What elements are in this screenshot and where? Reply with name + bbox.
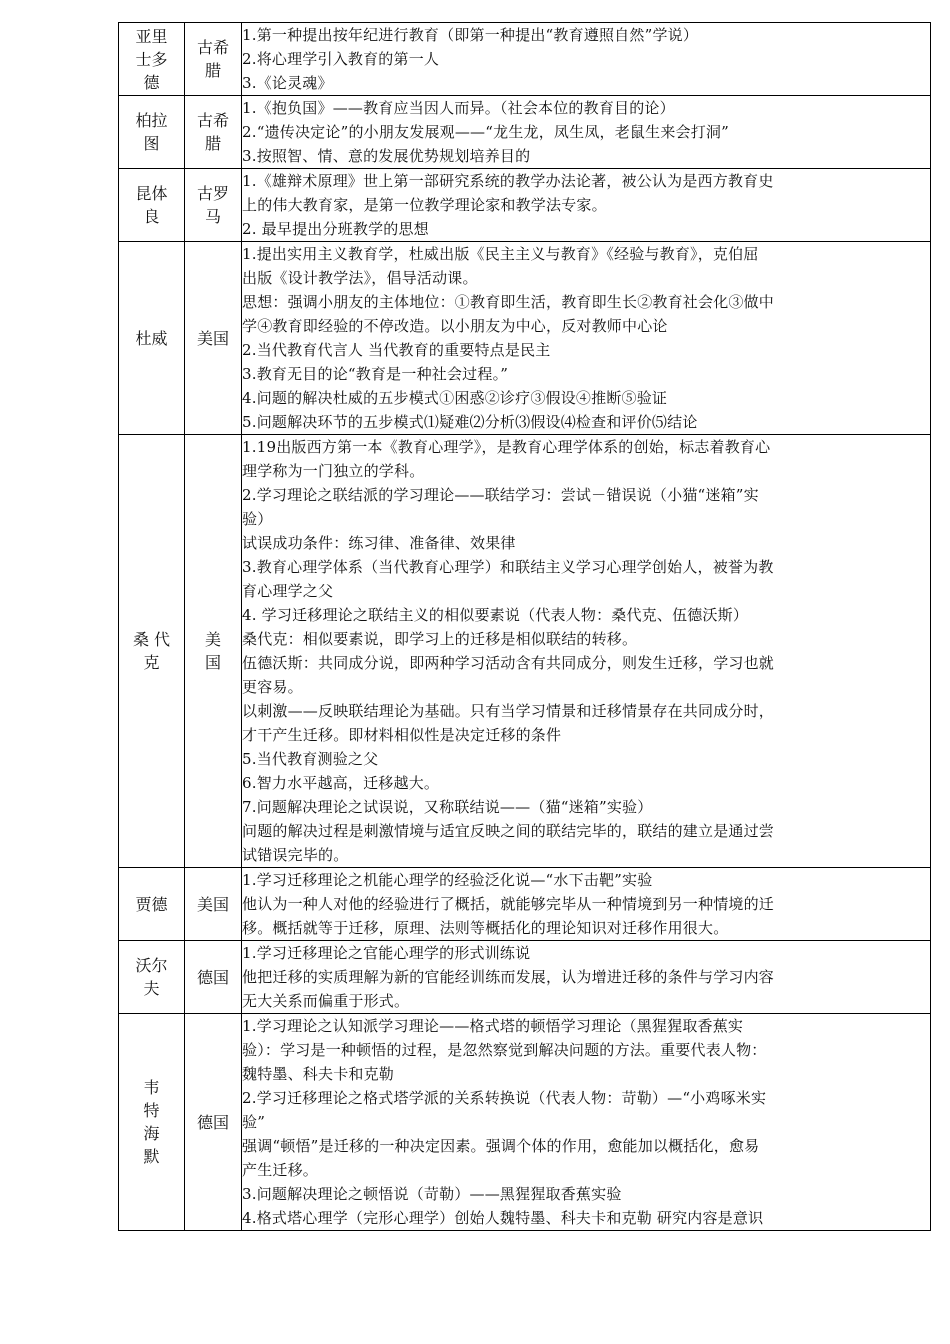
description-line: 1.第一种提出按年纪进行教育（即第一种提出“教育遵照自然”学说） (242, 26, 699, 44)
description-line: 6.智力水平越高，迁移越大。 (242, 774, 440, 792)
description-line: 1.学习迁移理论之官能心理学的形式训练说 (242, 944, 531, 962)
educator-country: 德国 (185, 941, 242, 1014)
table-row (119, 1014, 931, 1231)
educator-name: 杜威 (119, 242, 185, 435)
description-line: 1.学习理论之认知派学习理论——格式塔的顿悟学习理论（黑猩猩取香蕉实 (242, 1017, 744, 1035)
description-line: 4. 学习迁移理论之联结主义的相似要素说（代表人物：桑代克、伍德沃斯） (242, 606, 749, 624)
educators-table (118, 22, 931, 1231)
description-line: 伍德沃斯：共同成分说，即两种学习活动含有共同成分，则发生迁移，学习也就 (242, 654, 775, 672)
description-line: 3.教育心理学体系（当代教育心理学）和联结主义学习心理学创始人，被誉为教 (242, 558, 774, 576)
description-line: 验）：学习是一种顿悟的过程，是忽然察觉到解决问题的方法。重要代表人物： (242, 1041, 767, 1059)
description-line: 2.学习理论之联结派的学习理论——联结学习：尝试－错误说（小猫“迷箱”实 (242, 486, 759, 504)
description-line: 试误成功条件：练习律、准备律、效果律 (242, 534, 516, 552)
educator-country: 古希 腊 (185, 23, 242, 96)
table-row (119, 96, 931, 169)
educator-country: 美 国 (185, 435, 242, 868)
description-line: 更容易。 (242, 678, 303, 696)
description-line: 1.《抱负国》——教育应当因人而异。（社会本位的教育目的论） (242, 99, 675, 117)
educator-description (242, 169, 931, 242)
educator-name: 柏拉 图 (119, 96, 185, 169)
table-row (119, 23, 931, 96)
educator-name: 韦 特 海 默 (119, 1014, 185, 1231)
educator-name: 昆体 良 (119, 169, 185, 242)
description-line: 2.当代教育代言人 当代教育的重要特点是民主 (242, 341, 551, 359)
description-line: 1.19出版西方第一本《教育心理学》，是教育心理学体系的创始，标志着教育心 (242, 438, 771, 456)
description-line: 2. 最早提出分班教学的思想 (242, 220, 429, 238)
description-line: 试错误完毕的。 (242, 846, 349, 864)
educator-country: 德国 (185, 1014, 242, 1231)
description-line: 魏特墨、科夫卡和克勒 (242, 1065, 395, 1083)
description-line: 出版《设计教学法》，倡导活动课。 (242, 269, 478, 287)
educator-description (242, 23, 931, 96)
description-line: 5.问题解决环节的五步模式⑴疑难⑵分析⑶假设⑷检查和评价⑸结论 (242, 413, 698, 431)
description-line: 4.问题的解决杜威的五步模式①困惑②诊疗③假设④推断⑤验证 (242, 389, 668, 407)
description-line: 以刺激——反映联结理论为基础。只有当学习情景和迁移情景存在共同成分时， (242, 702, 775, 720)
description-line: 2.将心理学引入教育的第一人 (242, 50, 440, 68)
educator-description (242, 868, 931, 941)
educator-description (242, 435, 931, 868)
description-line: 1.学习迁移理论之机能心理学的经验泛化说—“水下击靶”实验 (242, 871, 653, 889)
educator-name: 亚里 士多 德 (119, 23, 185, 96)
description-line: 思想：强调小朋友的主体地位：①教育即生活，教育即生长②教育社会化③做中 (242, 293, 775, 311)
description-line: 他认为一种人对他的经验进行了概括，就能够完毕从一种情境到另一种情境的迁 (242, 895, 775, 913)
description-line: 3.《论灵魂》 (242, 74, 333, 92)
educator-description (242, 1014, 931, 1231)
table-row (119, 169, 931, 242)
description-line: 上的伟大教育家，是第一位教学理论家和教学法专家。 (242, 196, 607, 214)
educator-country: 美国 (185, 242, 242, 435)
description-line: 验” (242, 1113, 266, 1131)
table-row (119, 941, 931, 1014)
description-line: 1.《雄辩术原理》世上第一部研究系统的教学办法论著，被公认为是西方教育史 (242, 172, 774, 190)
description-line: 产生迁移。 (242, 1161, 319, 1179)
description-line: 无大关系而偏重于形式。 (242, 992, 410, 1010)
table-body (119, 23, 931, 1231)
table-row (119, 868, 931, 941)
description-line: 4.格式塔心理学（完形心理学）创始人魏特墨、科夫卡和克勒 研究内容是意识 (242, 1209, 764, 1227)
description-line: 1.提出实用主义教育学，杜威出版《民主主义与教育》《经验与教育》，克伯屈 (242, 245, 759, 263)
description-line: 7.问题解决理论之试误说，又称联结说——（猫“迷箱”实验） (242, 798, 653, 816)
description-line: 验） (242, 510, 273, 528)
educator-country: 古罗 马 (185, 169, 242, 242)
table-row (119, 435, 931, 868)
description-line: 5.当代教育测验之父 (242, 750, 379, 768)
description-line: 强调“顿悟”是迁移的一种决定因素。强调个体的作用，愈能加以概括化，愈易 (242, 1137, 760, 1155)
description-line: 问题的解决过程是刺激情境与适宜反映之间的联结完毕的，联结的建立是通过尝 (242, 822, 775, 840)
educator-description (242, 96, 931, 169)
description-line: 3.问题解决理论之顿悟说（苛勒）——黑猩猩取香蕉实验 (242, 1185, 622, 1203)
description-line: 桑代克：相似要素说，即学习上的迁移是相似联结的转移。 (242, 630, 638, 648)
educator-description (242, 941, 931, 1014)
description-line: 学④教育即经验的不停改造。以小朋友为中心，反对教师中心论 (242, 317, 668, 335)
educator-name: 贾德 (119, 868, 185, 941)
description-line: 2.“遗传决定论”的小朋友发展观——“龙生龙，凤生凤，老鼠生来会打洞” (242, 123, 729, 141)
description-line: 移。概括就等于迁移，原理、法则等概括化的理论知识对迁移作用很大。 (242, 919, 729, 937)
educator-name: 桑 代 克 (119, 435, 185, 868)
description-line: 才干产生迁移。即材料相似性是决定迁移的条件 (242, 726, 562, 744)
description-line: 他把迁移的实质理解为新的官能经训练而发展，认为增进迁移的条件与学习内容 (242, 968, 775, 986)
educator-country: 古希 腊 (185, 96, 242, 169)
description-line: 2.学习迁移理论之格式塔学派的关系转换说（代表人物：苛勒）—“小鸡啄米实 (242, 1089, 767, 1107)
description-line: 3.按照智、情、意的发展优势规划培养目的 (242, 147, 531, 165)
educator-description (242, 242, 931, 435)
educator-name: 沃尔 夫 (119, 941, 185, 1014)
description-line: 3.教育无目的论“教育是一种社会过程。” (242, 365, 509, 383)
description-line: 育心理学之父 (242, 582, 334, 600)
description-line: 理学称为一门独立的学科。 (242, 462, 425, 480)
table-row (119, 242, 931, 435)
educator-country: 美国 (185, 868, 242, 941)
